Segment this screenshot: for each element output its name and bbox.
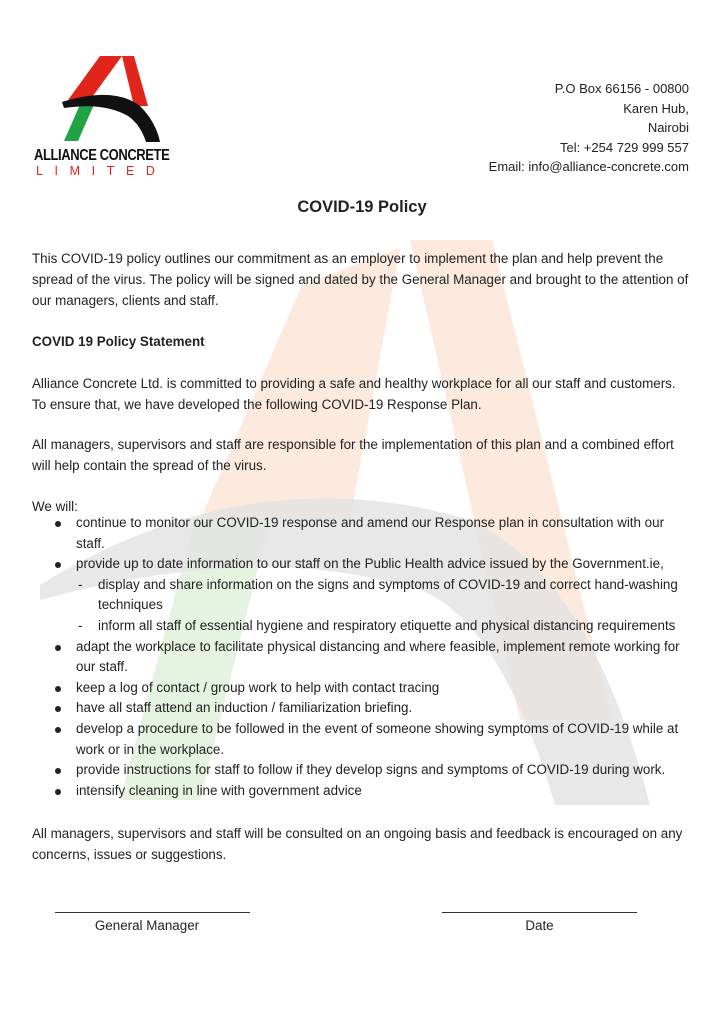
statement-paragraph-2: All managers, supervisors and staff are responsible for the implementation of this plan and a combined effort will help contain the spread of the virus.	[32, 437, 674, 473]
list-item	[50, 678, 692, 699]
company-logo	[34, 50, 184, 180]
bullet-icon	[55, 562, 61, 568]
address-po-box: P.O Box 66156 - 00800	[554, 81, 689, 96]
we-will-label: We will:	[32, 499, 78, 514]
list-item	[50, 719, 692, 760]
bullet-icon	[55, 706, 61, 712]
closing-paragraph: All managers, supervisors and staff will be consulted on an ongoing basis and feedback is encouraged on any concerns, issues or suggestions.	[32, 826, 683, 862]
logo-company-subtitle: LIMITED	[36, 164, 167, 178]
sub-list	[76, 575, 692, 637]
list-item-text: have all staff attend an induction / familiarization briefing.	[76, 700, 413, 716]
dash-icon: -	[78, 617, 83, 633]
address-email: Email: info@alliance-concrete.com	[488, 159, 689, 174]
bullet-icon	[55, 686, 61, 692]
list-item	[50, 513, 692, 554]
date-signature-line	[442, 912, 637, 913]
bullet-icon	[55, 768, 61, 774]
list-item	[50, 760, 692, 781]
list-item-text: adapt the workplace to facilitate physical distancing and where feasible, implement remote working for our staff.	[76, 638, 680, 675]
dash-icon: -	[78, 576, 83, 592]
company-address	[489, 79, 689, 177]
manager-signature-label: General Manager	[94, 918, 200, 933]
bullet-icon	[55, 789, 61, 795]
list-item-text: intensify cleaning in line with government advice	[76, 782, 362, 798]
list-item-text: provide instructions for staff to follow if they develop signs and symptoms of COVID-19 during work.	[76, 762, 666, 778]
logo-mark-icon	[34, 50, 184, 150]
manager-signature-line	[55, 912, 250, 913]
document-title: COVID-19 Policy	[297, 198, 427, 216]
bullet-icon	[55, 727, 61, 733]
sub-list-item-text: inform all staff of essential hygiene and respiratory etiquette and physical distancing requirements	[98, 617, 676, 633]
list-item-text: develop a procedure to be followed in the event of someone showing symptoms of COVID-19 while at work or in the workplace.	[76, 720, 679, 757]
sub-list-item	[76, 575, 692, 616]
address-phone: Tel: +254 729 999 557	[559, 139, 689, 155]
logo-company-name: ALLIANCE CONCRETE	[34, 147, 170, 164]
sub-list-item-text: display and share information on the signs and symptoms of COVID-19 and correct hand-washing techniques	[98, 576, 678, 613]
sub-list-item	[76, 616, 692, 637]
intro-paragraph: This COVID-19 policy outlines our commitment as an employer to implement the plan and help prevent the spread of the virus. The policy will be signed and dated by the General Manager and brought to the attention of our managers, clients and staff.	[32, 251, 689, 308]
list-item	[50, 698, 692, 719]
list-item-text: provide up to date information to our staff on the Public Health advice issued by the Government.ie,	[76, 556, 664, 572]
address-hub: Karen Hub,	[623, 100, 689, 116]
bullet-icon	[55, 645, 61, 651]
list-item	[50, 554, 692, 636]
date-signature-label: Date	[525, 918, 554, 933]
policy-statement-heading: COVID 19 Policy Statement	[32, 334, 205, 349]
list-item	[50, 781, 692, 802]
list-item	[50, 637, 692, 678]
commitment-list	[50, 513, 692, 801]
list-item-text: continue to monitor our COVID-19 response and amend our Response plan in consultation with our staff.	[76, 515, 665, 551]
statement-paragraph-1: Alliance Concrete Ltd. is committed to providing a safe and healthy workplace for all our staff and customers. To ensure that, we have developed the following COVID-19 Response Plan.	[32, 376, 676, 412]
list-item-text: keep a log of contact / group work to help with contact tracing	[76, 679, 440, 695]
address-city: Nairobi	[647, 120, 689, 135]
bullet-icon	[55, 521, 61, 527]
